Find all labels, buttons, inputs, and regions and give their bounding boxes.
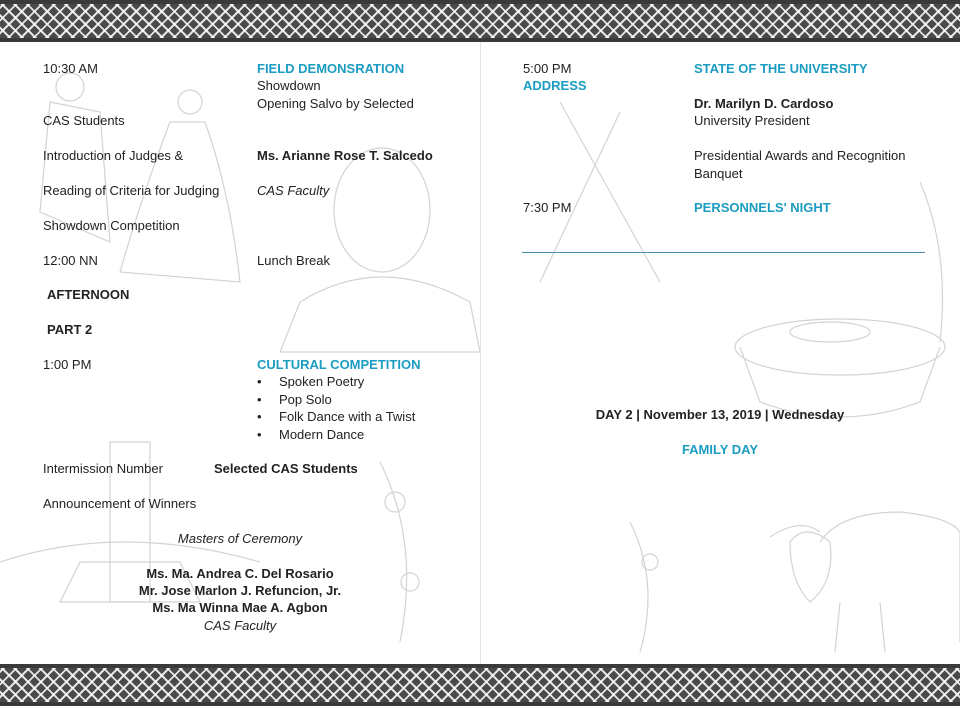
judge-name: Ms. Arianne Rose T. Salcedo [257,148,433,163]
reading-criteria-text: Reading of Criteria for Judging [43,183,220,198]
president-name: Dr. Marilyn D. Cardoso [694,96,834,111]
list-item: • Pop Solo [257,391,415,409]
awards-text-2: Banquet [694,166,743,181]
showdown-text: Showdown [257,78,321,93]
cultural-competition-title: CULTURAL COMPETITION [257,357,421,372]
state-of-university-title: STATE OF THE UNIVERSITY [694,61,868,76]
intermission-text: Intermission Number [43,461,163,476]
showdown-competition-text: Showdown Competition [43,218,180,233]
opening-salvo-text: Opening Salvo by Selected [257,96,414,111]
intro-judges-text: Introduction of Judges & [43,148,184,163]
mc-name-3: Ms. Ma Winna Mae A. Agbon [152,600,328,615]
cultural-items-list [257,373,415,443]
address-title: ADDRESS [523,78,587,93]
mc-affiliation: CAS Faculty [203,618,277,633]
personnels-night-title: PERSONNELS' NIGHT [694,200,831,215]
time-500: 5:00 PM [523,61,572,76]
decorative-border-bottom [0,664,960,706]
lunch-break-text: Lunch Break [257,253,330,268]
part2-heading: PART 2 [47,322,93,337]
portrait-sketch [334,148,430,272]
list-item: • Folk Dance with a Twist [257,408,415,426]
afternoon-heading: AFTERNOON [47,287,130,302]
selected-cas-students: Selected CAS Students [214,461,358,476]
time-730: 7:30 PM [523,200,572,215]
masters-of-ceremony-heading: Masters of Ceremony [177,531,303,546]
mc-name-1: Ms. Ma. Andrea C. Del Rosario [146,566,334,581]
announcement-text: Announcement of Winners [43,496,197,511]
field-demonstration-title: FIELD DEMONSRATION [257,61,405,76]
time-1030: 10:30 AM [43,61,98,76]
awards-text-1: Presidential Awards and Recognition [694,148,906,163]
family-day-title: FAMILY DAY [681,442,759,457]
judge-affiliation: CAS Faculty [257,183,330,198]
section-divider [522,252,925,253]
cas-students-text: CAS Students [43,113,125,128]
list-item: • Spoken Poetry [257,373,415,391]
list-item: • Modern Dance [257,426,415,444]
day2-heading: DAY 2 | November 13, 2019 | Wednesday [595,407,845,422]
time-100: 1:00 PM [43,357,92,372]
time-noon: 12:00 NN [43,253,98,268]
decorative-border-top [0,0,960,42]
mc-name-2: Mr. Jose Marlon J. Refuncion, Jr. [138,583,342,598]
president-title: University President [694,113,810,128]
